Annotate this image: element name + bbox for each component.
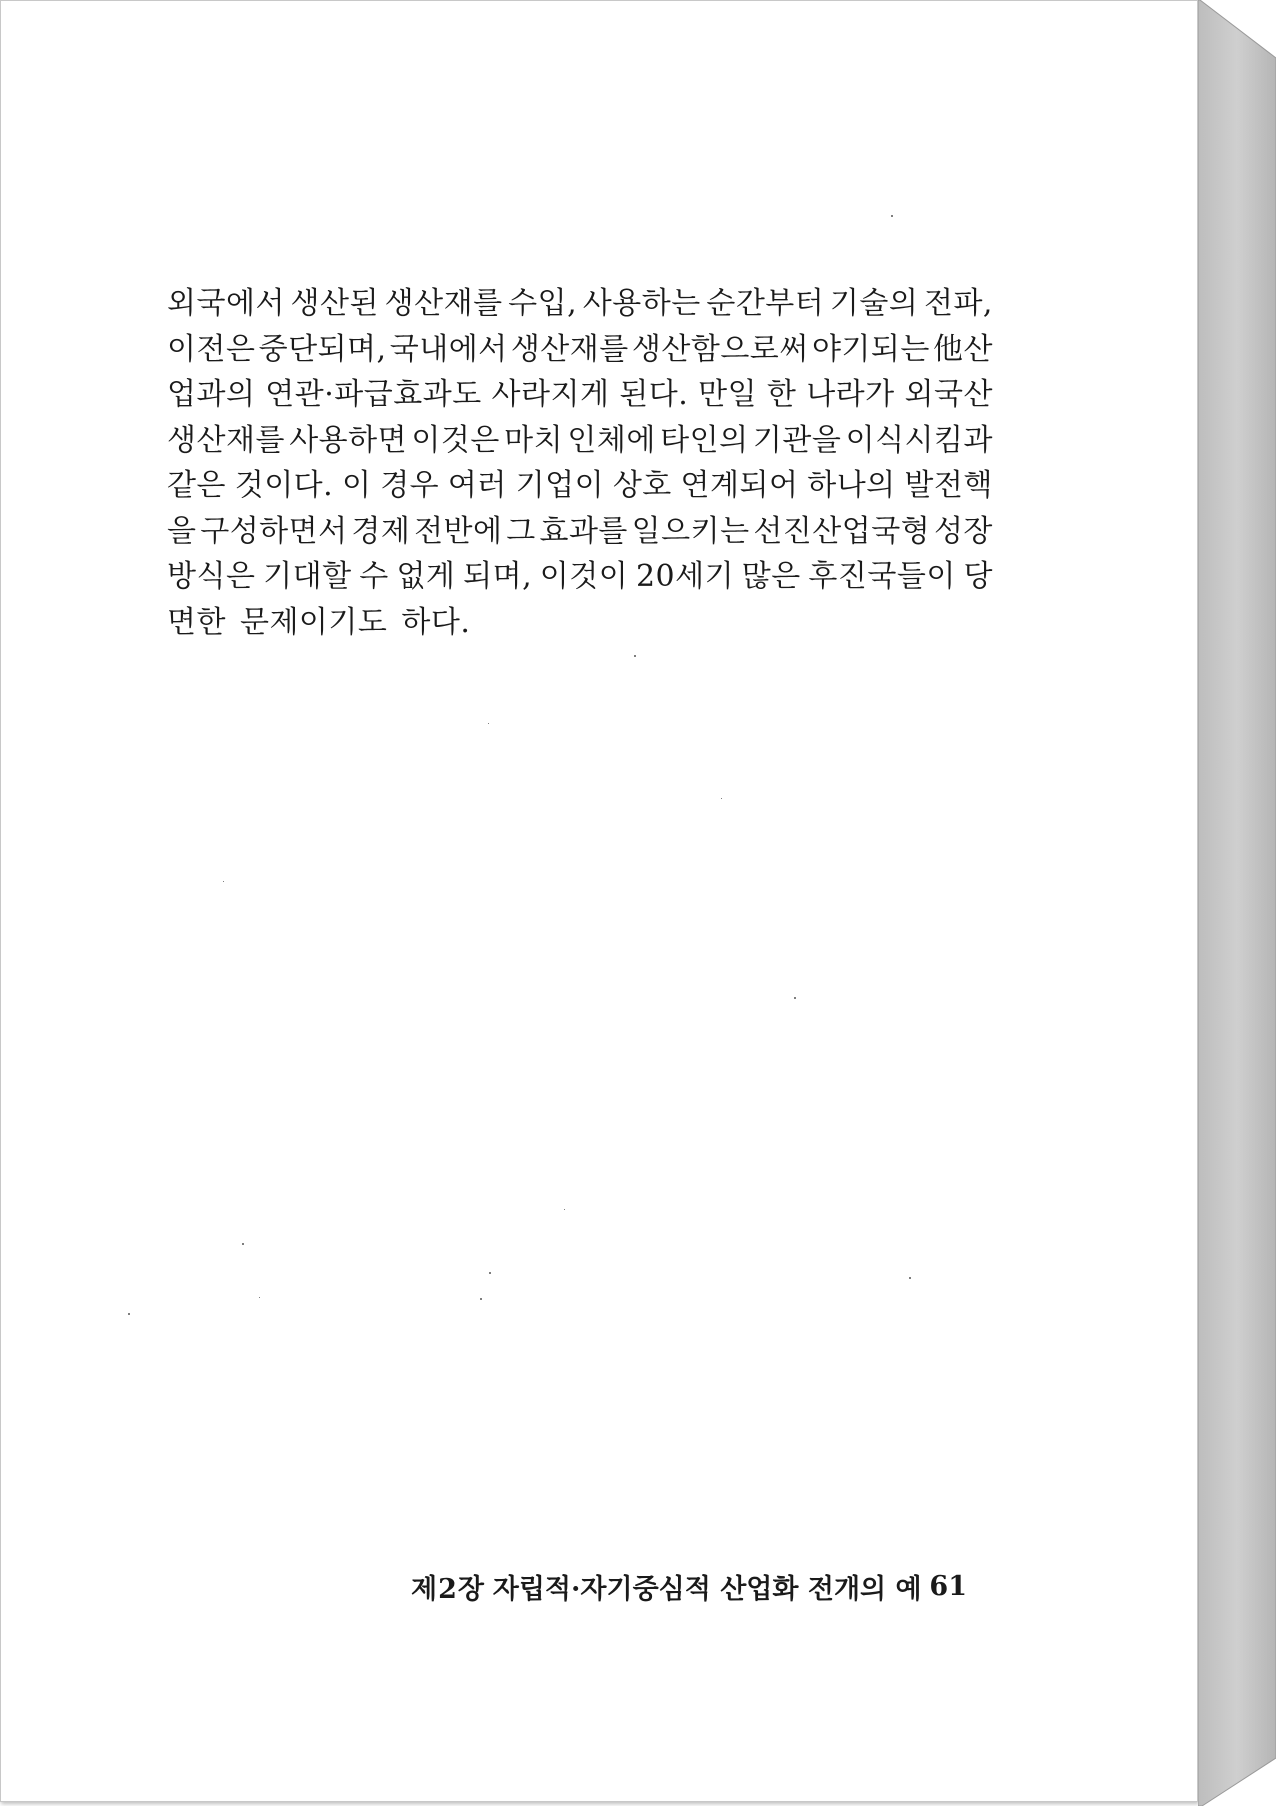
word: 효과를 xyxy=(539,513,628,549)
word: 외국산 xyxy=(904,377,993,412)
scan-speck xyxy=(242,1243,244,1245)
word: 이전은 xyxy=(167,331,256,367)
word: 방식은 xyxy=(167,559,256,594)
word: 발전핵 xyxy=(904,468,993,503)
running-footer xyxy=(411,1561,967,1611)
word: 경제 xyxy=(351,513,411,549)
word: 없게 xyxy=(396,559,456,594)
word: 수 xyxy=(359,559,389,594)
word: 야기되는 xyxy=(811,331,930,367)
word: 생산재를 xyxy=(510,331,629,367)
scan-speck xyxy=(909,1277,911,1279)
word: 면한 xyxy=(167,604,226,640)
word: 하나의 xyxy=(807,468,896,503)
scan-speck xyxy=(259,1297,260,1298)
word: 사용하는 xyxy=(582,286,701,321)
scan-speck xyxy=(488,723,489,724)
word: 사라지게 xyxy=(491,377,610,412)
word: 되며, xyxy=(463,559,533,594)
chapter-number: 제2장 xyxy=(411,1573,485,1605)
scan-speck xyxy=(794,997,796,999)
text-line xyxy=(167,554,993,600)
word: 중단되며, xyxy=(258,331,387,367)
word: 기술의 xyxy=(829,286,919,321)
word: 이 xyxy=(341,468,372,503)
word: 것이다. xyxy=(234,468,334,503)
text-line xyxy=(167,463,993,509)
word: 된다. xyxy=(619,377,689,412)
word: 당 xyxy=(963,559,993,594)
word: 많은 xyxy=(741,559,801,594)
scan-speck xyxy=(564,1209,565,1210)
word: 생산된 xyxy=(290,286,379,321)
word: 만일 xyxy=(698,377,758,412)
word: 연관·파급효과도 xyxy=(265,377,482,412)
text-line xyxy=(167,509,993,555)
book-edge xyxy=(1198,0,1276,1806)
word: 문제이기도 xyxy=(239,604,388,640)
scan-speck xyxy=(480,1298,482,1300)
text-line xyxy=(167,418,993,464)
word: 생산재를 xyxy=(167,422,285,458)
word: 생산함으로써 xyxy=(631,331,809,367)
word: 인체에 xyxy=(567,422,656,458)
scan-speck xyxy=(891,215,893,217)
word: 이것이 xyxy=(539,559,629,594)
scan-speck xyxy=(223,881,224,882)
word: 하다. xyxy=(401,604,471,640)
word: 기대할 xyxy=(263,559,352,594)
word: 성장 xyxy=(933,513,993,549)
word: 을 xyxy=(167,513,197,549)
word: 연계되어 xyxy=(680,468,799,503)
word: 이것은 xyxy=(411,422,500,458)
word: 나라가 xyxy=(806,377,895,412)
text-line xyxy=(167,372,993,418)
page-number: 61 xyxy=(929,1570,967,1602)
word: 이식시킴과 xyxy=(845,422,993,458)
word: 20세기 xyxy=(635,559,735,594)
scan-speck xyxy=(634,655,636,657)
word: 순간부터 xyxy=(706,286,825,321)
word: 외국에서 xyxy=(167,286,285,321)
word: 타인의 xyxy=(660,422,749,458)
word: 他산 xyxy=(933,331,993,367)
word: 경우 xyxy=(380,468,440,503)
word: 전파, xyxy=(923,286,993,321)
word: 후진국들이 xyxy=(808,559,956,594)
word: 마치 xyxy=(504,422,564,458)
word: 국내에서 xyxy=(389,331,508,367)
body-paragraph xyxy=(167,281,993,645)
word: 기관을 xyxy=(752,422,842,458)
scan-speck xyxy=(489,1272,491,1274)
word: 여러 xyxy=(447,468,507,503)
word: 선진산업국형 xyxy=(753,513,931,549)
word: 구성하면서 xyxy=(200,513,348,549)
word: 사용하면 xyxy=(289,422,408,458)
word: 업과의 xyxy=(167,377,256,412)
scan-speck xyxy=(128,1313,130,1315)
text-line xyxy=(167,600,993,646)
word: 일으키는 xyxy=(631,513,750,549)
word: 한 xyxy=(766,377,797,412)
word: 전반에 xyxy=(414,513,503,549)
chapter-title: 자립적·자기중심적 산업화 전개의 예 xyxy=(492,1573,922,1605)
text-line xyxy=(167,327,993,373)
text-line xyxy=(167,281,993,327)
word: 그 xyxy=(506,513,536,549)
word: 기업이 xyxy=(515,468,605,503)
word: 상호 xyxy=(612,468,672,503)
word: 생산재를 xyxy=(384,286,503,321)
word: 같은 xyxy=(167,468,226,503)
scan-speck xyxy=(721,798,722,799)
word: 수입, xyxy=(508,286,578,321)
